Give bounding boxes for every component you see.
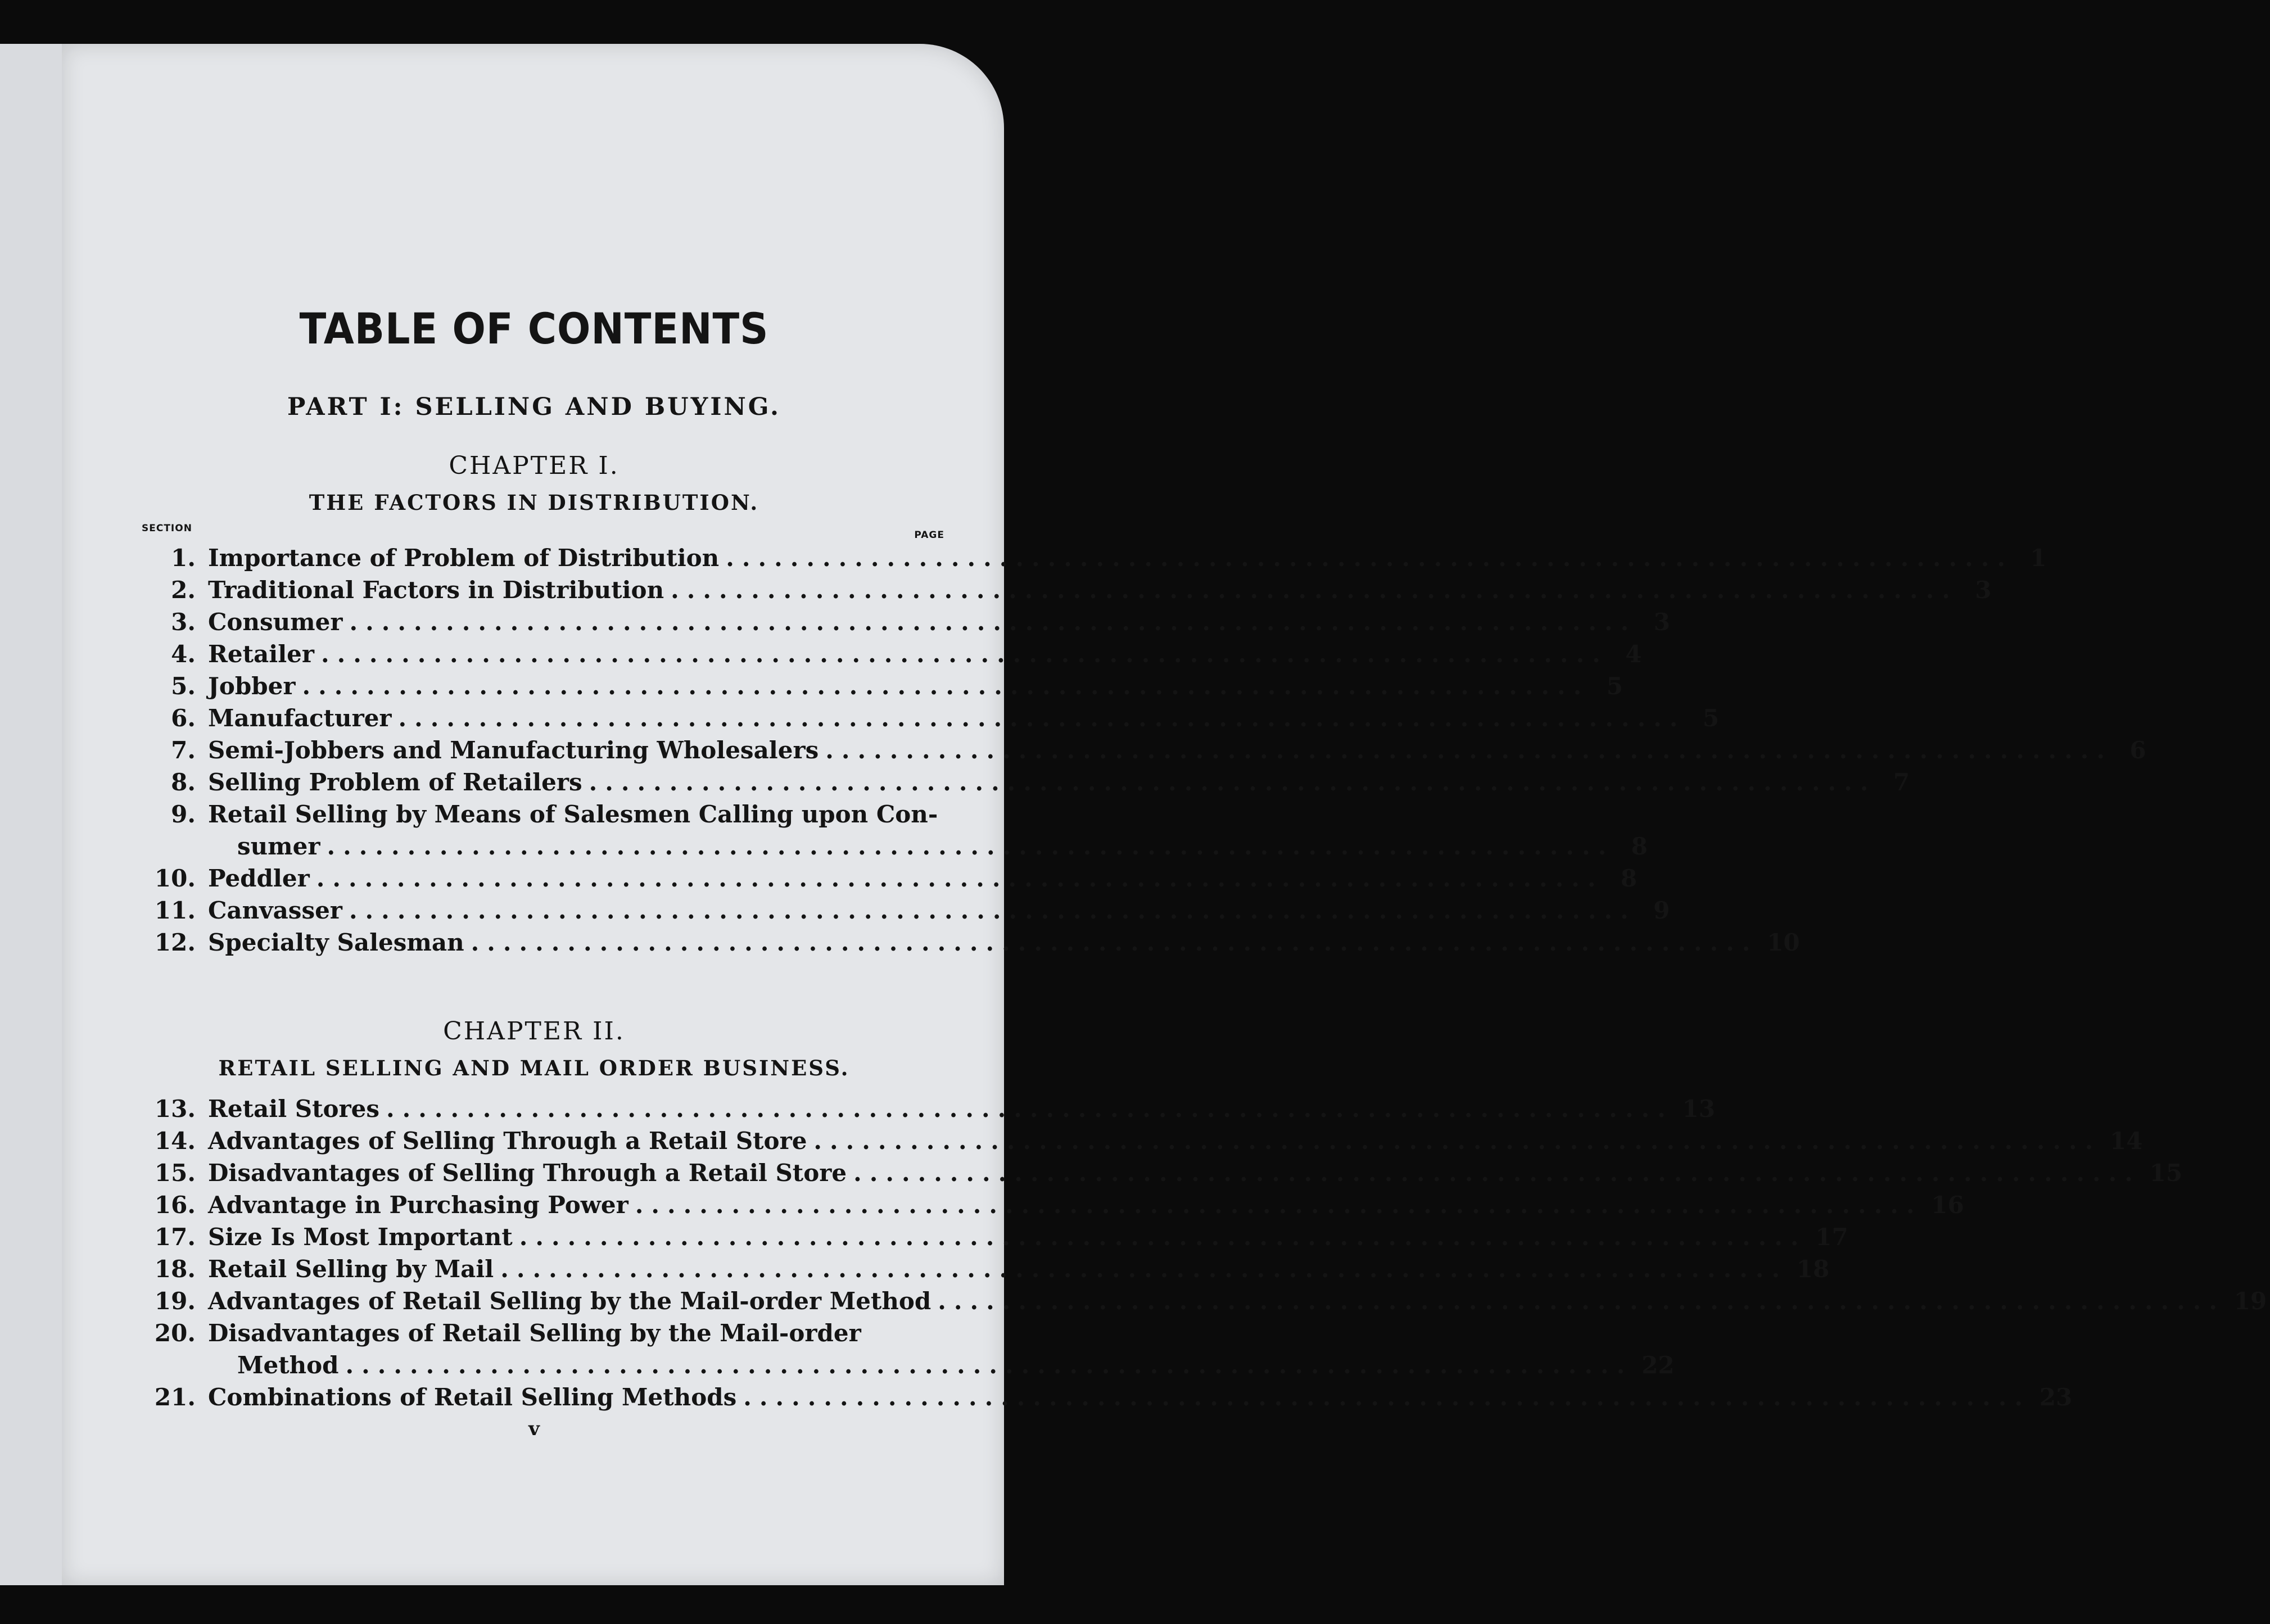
page-title: TABLE OF CONTENTS	[299, 304, 769, 354]
toc-entry	[146, 638, 1642, 670]
toc-entry-continuation	[146, 1349, 1675, 1381]
section-number: 7.	[171, 736, 196, 764]
entry-title: Selling Problem of Retailers	[208, 768, 582, 796]
dot-leader: ................................................................................	[471, 929, 1758, 956]
page-number: 8	[1631, 833, 1648, 860]
page-number: 6	[2129, 736, 2146, 764]
toc-entry	[146, 1253, 1830, 1285]
entry-title: Manufacturer	[208, 704, 392, 732]
page-number: 7	[1893, 768, 1910, 796]
dot-leader: ................................................................................	[726, 544, 2013, 572]
section-number: 4.	[171, 640, 196, 668]
entry-title: Importance of Problem of Distribution	[208, 544, 720, 572]
dot-leader: ................................................................................	[825, 736, 2113, 764]
section-number: 11.	[154, 897, 196, 924]
dot-leader: ................................................................................	[938, 1287, 2225, 1315]
entry-title: Advantages of Retail Selling by the Mail-order Method	[208, 1287, 931, 1315]
chapter-1	[142, 451, 2146, 958]
entry-title: Semi-Jobbers and Manufacturing Wholesalers	[208, 736, 819, 764]
page-number: 22	[1642, 1351, 1675, 1379]
page-column-label: PAGE	[914, 530, 944, 541]
entry-title: Jobber	[208, 672, 296, 700]
toc-entry	[146, 798, 938, 830]
toc-entry	[146, 606, 1670, 638]
dot-leader: ................................................................................	[349, 897, 1636, 924]
section-number: 2.	[171, 576, 196, 604]
page-number: 13	[1682, 1095, 1715, 1123]
dot-leader: ................................................................................	[743, 1383, 2031, 1411]
dot-leader: ................................................................................	[386, 1095, 1674, 1123]
page-number: 5	[1606, 672, 1623, 700]
page-number: 4	[1625, 640, 1642, 668]
chapter-2-subtitle: RETAIL SELLING AND MAIL ORDER BUSINESS.	[218, 1056, 850, 1080]
toc-entry	[146, 670, 1623, 702]
dot-leader: ................................................................................	[589, 768, 1876, 796]
entry-title: Size Is Most Important	[208, 1223, 513, 1251]
page-number: 1	[2030, 544, 2047, 572]
section-number: 17.	[154, 1223, 196, 1251]
toc-entry	[146, 734, 2146, 766]
dot-leader: ................................................................................	[345, 1351, 1633, 1379]
section-number: 21.	[154, 1383, 196, 1411]
entry-title: Retail Selling by Means of Salesmen Calling upon Con-	[208, 800, 938, 828]
section-number: 1.	[171, 544, 196, 572]
entry-title: Advantage in Purchasing Power	[208, 1191, 628, 1219]
section-number: 8.	[171, 768, 196, 796]
entry-title: Traditional Factors in Distribution	[208, 576, 664, 604]
section-number: 9.	[171, 800, 196, 828]
toc-content	[142, 304, 2267, 1440]
toc-entry-continuation	[146, 830, 1648, 862]
toc-entry	[146, 1381, 2073, 1413]
section-number: 14.	[154, 1127, 196, 1155]
chapter-2-heading: CHAPTER II.	[443, 1017, 625, 1046]
part-heading: PART I: SELLING AND BUYING.	[287, 393, 781, 421]
column-headers	[142, 523, 944, 542]
facing-page-edge	[0, 44, 66, 1585]
dot-leader: ................................................................................	[813, 1127, 2101, 1155]
section-number: 6.	[171, 704, 196, 732]
page-number: 3	[1653, 608, 1670, 636]
toc-entry	[146, 1157, 2183, 1189]
toc-entry	[146, 1285, 2267, 1317]
toc-entry	[146, 766, 1910, 798]
section-number: 10.	[154, 865, 196, 892]
entry-title: Advantages of Selling Through a Retail Store	[208, 1127, 807, 1155]
entry-title: Disadvantages of Retail Selling by the Mail-order	[208, 1319, 861, 1347]
toc-entry	[146, 1221, 1848, 1253]
toc-entry	[146, 926, 1800, 958]
dot-leader: ................................................................................	[302, 672, 1590, 700]
dot-leader: ................................................................................	[398, 704, 1686, 732]
dot-leader: ................................................................................	[500, 1255, 1788, 1283]
toc-entry	[146, 894, 1670, 926]
dot-leader: ................................................................................	[671, 576, 1958, 604]
chapter-1-heading: CHAPTER I.	[449, 451, 619, 480]
entry-title-continuation: Method	[237, 1351, 339, 1379]
page-number: 15	[2149, 1159, 2183, 1187]
page-number: 8	[1620, 865, 1638, 892]
entry-title: Peddler	[208, 865, 310, 892]
page-number: 18	[1796, 1255, 1830, 1283]
dot-leader: ................................................................................	[519, 1223, 1807, 1251]
section-number: 12.	[154, 929, 196, 956]
section-number: 20.	[154, 1319, 196, 1347]
dot-leader: ................................................................................	[635, 1191, 1923, 1219]
dot-leader: ................................................................................	[853, 1159, 2141, 1187]
section-number: 15.	[154, 1159, 196, 1187]
toc-entry	[146, 1093, 1715, 1125]
section-number: 13.	[154, 1095, 196, 1123]
section-number: 16.	[154, 1191, 196, 1219]
page-number: 17	[1815, 1223, 1848, 1251]
entry-title: Retail Stores	[208, 1095, 380, 1123]
entry-title: Retailer	[208, 640, 314, 668]
page-number: 19	[2233, 1287, 2267, 1315]
entry-title-continuation: sumer	[237, 833, 320, 860]
entry-title: Canvasser	[208, 897, 342, 924]
page-number: 5	[1702, 704, 1719, 732]
toc-entry	[146, 862, 1638, 894]
section-number: 3.	[171, 608, 196, 636]
dot-leader: ................................................................................	[349, 608, 1637, 636]
entry-title: Disadvantages of Selling Through a Retail Store	[208, 1159, 847, 1187]
dot-leader: ................................................................................	[321, 640, 1608, 668]
toc-entry	[146, 574, 1992, 606]
entry-title: Combinations of Retail Selling Methods	[208, 1383, 737, 1411]
page-number: 10	[1767, 929, 1800, 956]
dot-leader: ................................................................................	[316, 865, 1604, 892]
page-number: 14	[2109, 1127, 2143, 1155]
chapter-1-entries	[146, 542, 2146, 958]
section-number: 18.	[154, 1255, 196, 1283]
toc-entry	[146, 542, 2047, 574]
entry-title: Consumer	[208, 608, 343, 636]
page-number: 23	[2039, 1383, 2073, 1411]
chapter-2	[146, 1017, 2267, 1413]
page-number: 9	[1653, 897, 1670, 924]
dot-leader: ................................................................................	[327, 833, 1615, 860]
page-number: 3	[1975, 576, 1992, 604]
chapter-1-subtitle: THE FACTORS IN DISTRIBUTION.	[309, 490, 759, 515]
toc-entry	[146, 1125, 2143, 1157]
chapter-2-entries	[146, 1093, 2267, 1413]
section-number: 5.	[171, 672, 196, 700]
section-column-label: SECTION	[142, 523, 192, 534]
toc-entry	[146, 702, 1719, 734]
toc-entry	[146, 1317, 922, 1349]
page-number: 16	[1931, 1191, 1964, 1219]
entry-title: Retail Selling by Mail	[208, 1255, 494, 1283]
section-number: 19.	[154, 1287, 196, 1315]
page-folio: v	[528, 1418, 540, 1440]
entry-title: Specialty Salesman	[208, 929, 464, 956]
toc-entry	[146, 1189, 1964, 1221]
